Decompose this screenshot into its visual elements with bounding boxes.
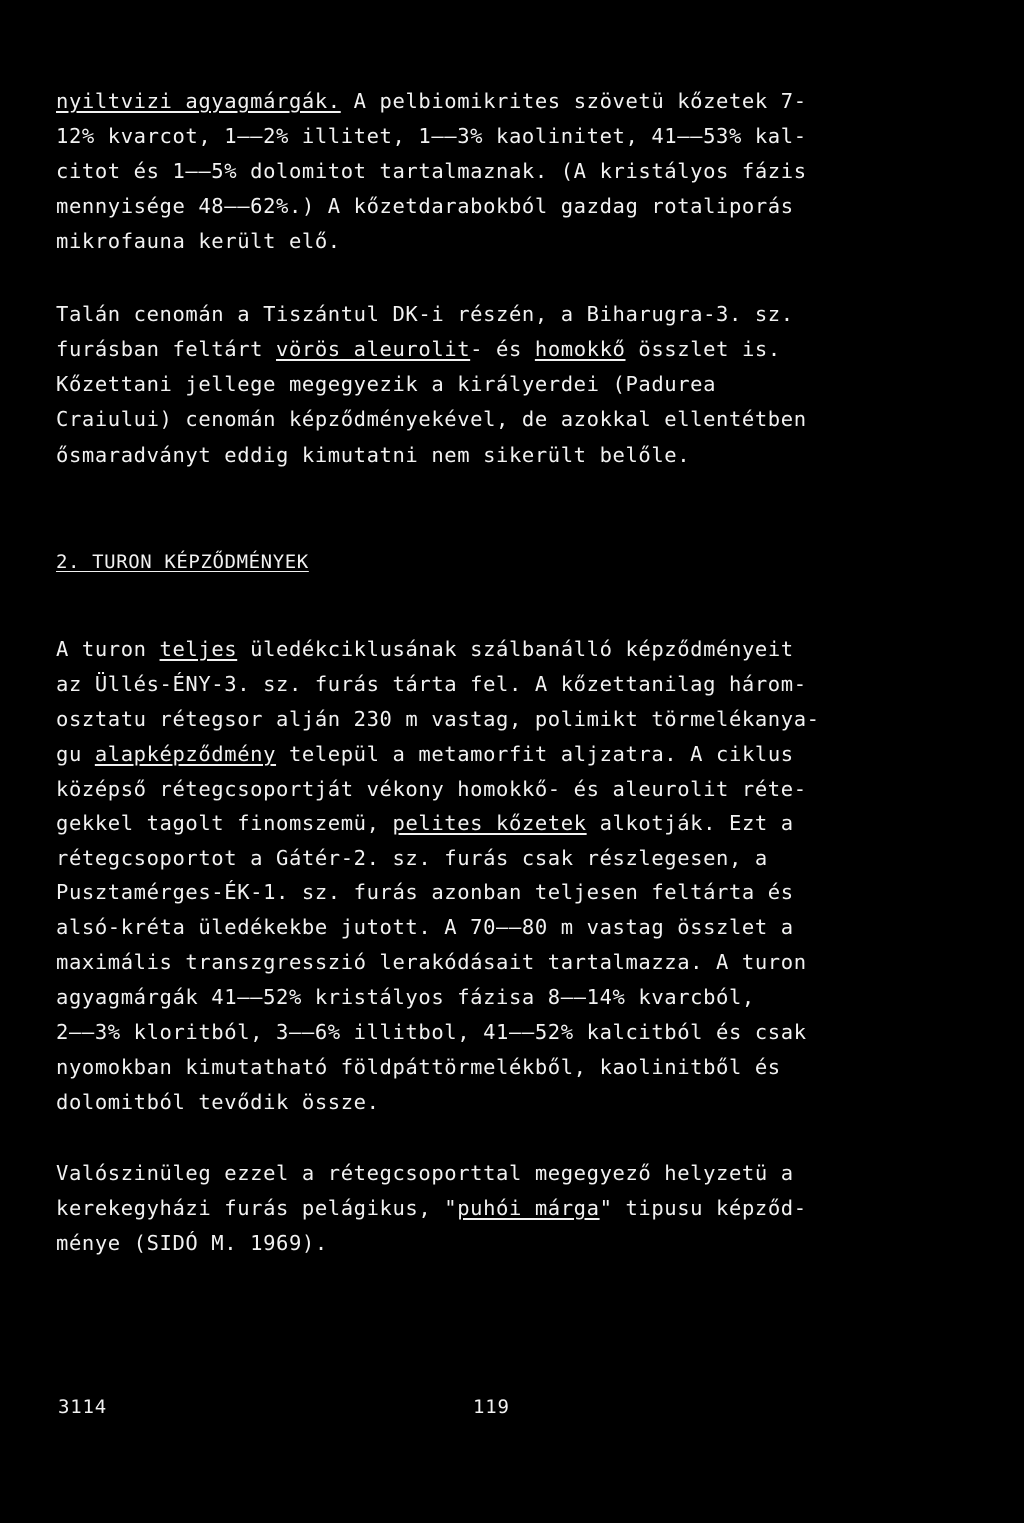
section-heading: 2. TURON KÉPZŐDMÉNYEK [56, 551, 309, 573]
paragraph-1-line-4: mennyisége 48——62%.) A kőzetdarabokból gazdag rotaliporás [56, 194, 794, 218]
paragraph-2-line-5: ősmaradványt eddig kimutatni nem sikerült belőle. [56, 443, 691, 467]
paragraph-3-line-10: maximális transzgresszió lerakódásait tartalmazza. A turon [56, 950, 807, 974]
paragraph-4-line-3: ménye (SIDÓ M. 1969). [56, 1231, 328, 1255]
paragraph-2-line-3: Kőzettani jellege megegyezik a királyerdei (Padurea [56, 372, 717, 396]
paragraph-2-line-1: Talán cenomán a Tiszántul DK-i részén, a Biharugra-3. sz. [56, 302, 794, 326]
paragraph-1-line-1: nyiltvizi agyagmárgák. A pelbiomikrites szövetü kőzetek 7- [56, 89, 807, 113]
paragraph-2-line-4: Craiului) cenomán képződményekével, de azokkal ellentétben [56, 407, 807, 431]
paragraph-3-line-3: osztatu rétegsor alján 230 m vastag, polimikt törmelékanya- [56, 707, 820, 731]
paragraph-1-line-5: mikrofauna került elő. [56, 229, 341, 253]
paragraph-1-line-3: citot és 1——5% dolomitot tartalmaznak. (A kristályos fázis [56, 159, 807, 183]
paragraph-3-line-7: rétegcsoportot a Gátér-2. sz. furás csak részlegesen, a [56, 846, 768, 870]
paragraph-1-line-2: 12% kvarcot, 1——2% illitet, 1——3% kaolinitet, 41——53% kal- [56, 124, 807, 148]
underlined-term: vörös aleurolit [276, 337, 471, 361]
paragraph-3-line-6: gekkel tagolt finomszemü, pelites kőzetek alkotják. Ezt a [56, 811, 794, 835]
paragraph-3-line-13: nyomokban kimutatható földpáttörmelékből, kaolinitből és [56, 1055, 781, 1079]
underlined-term: nyiltvizi agyagmárgák. [56, 89, 341, 113]
paragraph-3-line-4: gu alapképződmény települ a metamorfit aljzatra. A ciklus [56, 742, 794, 766]
underlined-term: teljes [159, 637, 238, 661]
underlined-term: puhói márga [457, 1196, 600, 1220]
paragraph-3-line-2: az Üllés-ÉNY-3. sz. furás tárta fel. A kőzettanilag három- [56, 672, 807, 696]
paragraph-4-line-2: kerekegyházi furás pelágikus, "puhói márga" tipusu képződ- [56, 1196, 807, 1220]
paragraph-3-line-12: 2——3% kloritból, 3——6% illitbol, 41——52% kalcitból és csak [56, 1020, 807, 1044]
page-number: 119 [473, 1396, 510, 1418]
footer-left-number: 3114 [58, 1396, 107, 1418]
paragraph-4-line-1: Valószinüleg ezzel a rétegcsoporttal megegyező helyzetü a [56, 1161, 794, 1185]
paragraph-3-line-14: dolomitból tevődik össze. [56, 1090, 380, 1114]
paragraph-3-line-9: alsó-kréta üledékekbe jutott. A 70——80 m vastag összlet a [56, 915, 794, 939]
underlined-term: alapképződmény [94, 742, 277, 766]
paragraph-3-line-8: Pusztamérges-ÉK-1. sz. furás azonban teljesen feltárta és [56, 880, 794, 904]
underlined-term: homokkő [534, 337, 626, 361]
paragraph-3-line-11: agyagmárgák 41——52% kristályos fázisa 8——14% kvarcból, [56, 985, 755, 1009]
paragraph-3-line-5: középső rétegcsoportját vékony homokkő- és aleurolit réte- [56, 777, 807, 801]
underlined-term: pelites kőzetek [392, 811, 587, 835]
paragraph-2-line-2: furásban feltárt vörös aleurolit- és homokkő összlet is. [56, 337, 781, 361]
paragraph-3-line-1: A turon teljes üledékciklusának szálbanálló képződményeit [56, 637, 794, 661]
